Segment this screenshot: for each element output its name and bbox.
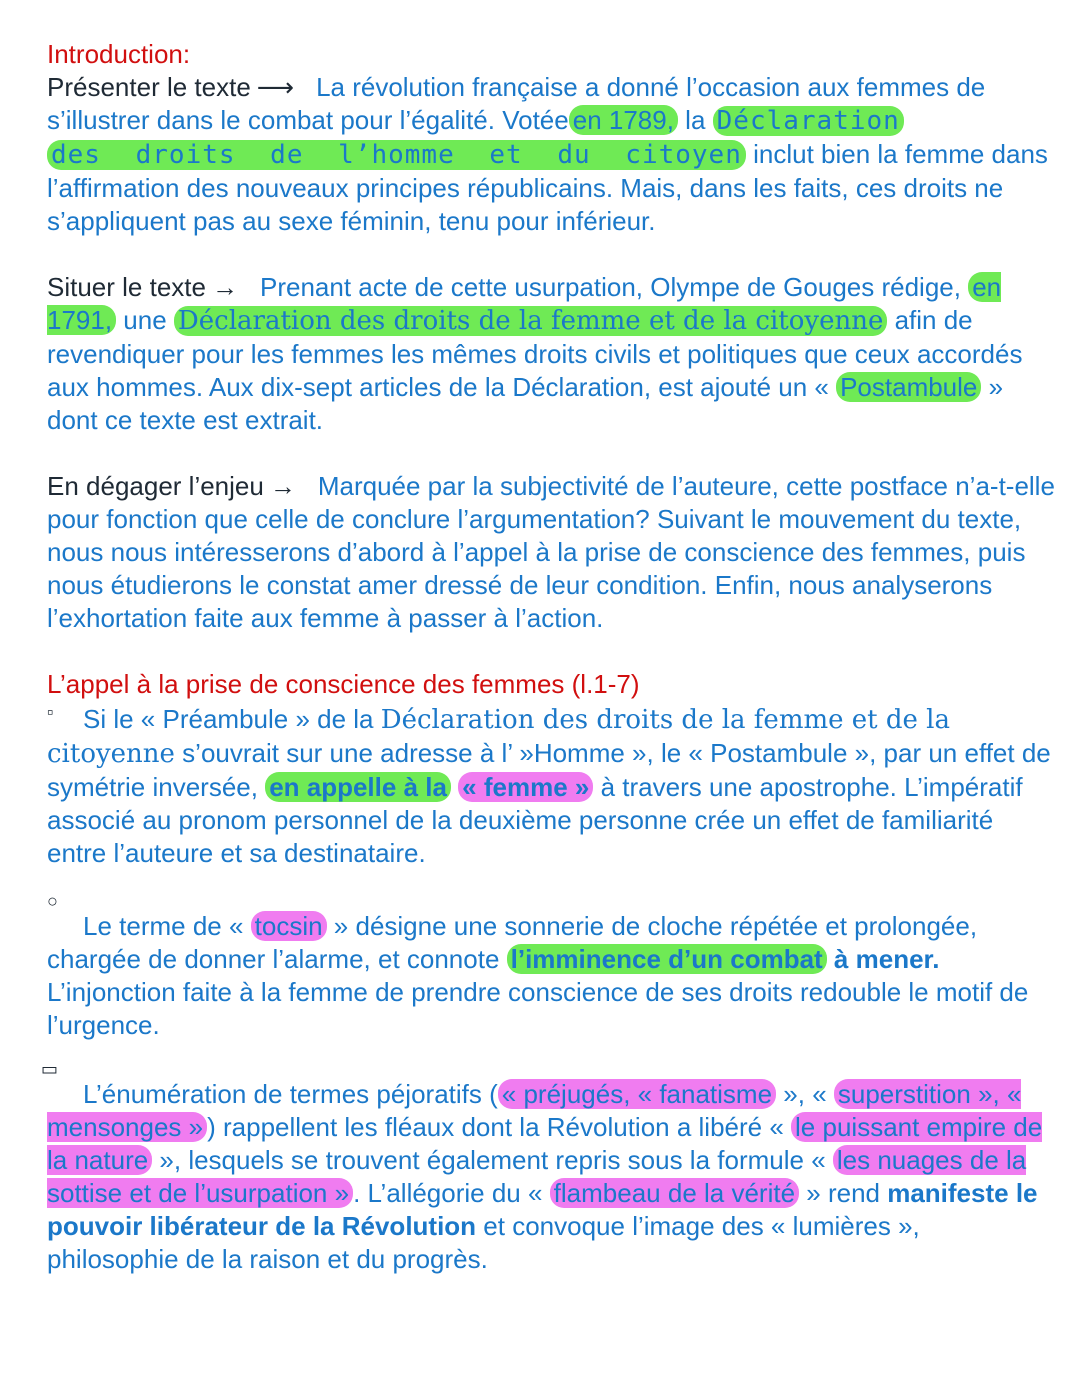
situate-text-1: Prenant acte de cette usurpation, Olympe de Gouges rédige, — [259, 272, 969, 302]
present-label: Présenter le texte — [47, 72, 251, 102]
highlight-flambeau: flambeau de la vérité — [550, 1178, 799, 1208]
para3-text-1: L’énumération de termes péjoratifs ( — [83, 1079, 498, 1109]
situate-text-2: une — [116, 305, 174, 335]
para1-text-2: s’ouvrait sur une adresse à l’ »Homme », le « Postambule », par un effet de symétrie inversée, — [47, 738, 1051, 802]
para1-text-3: à travers une apostrophe. L’impératif associé au pronom personnel de la deuxième personne crée un effet de familiarité entre l’auteure et sa destinataire. — [47, 772, 1023, 868]
present-paragraph — [47, 71, 1057, 238]
para2-bold-text: à mener. — [826, 944, 940, 974]
stake-text: Marquée par la subjectivité de l’auteure, cette postface n’a-t-elle pour fonction que celle de conclure l’argumentation? Suivant le mouvement du texte, nous nous intéresserons d’abord à l’appel à la prise de conscience des femmes, puis nous étudierons le constat amer dressé de leur condition. Enfin, nous analyserons l’exhortation faite aux femme à passer à l’action. — [47, 471, 1055, 633]
para2-text-3: L’injonction faite à la femme de prendre conscience de ses droits redouble le motif de l’urgence. — [47, 977, 1029, 1040]
highlight-declaration-title-b: des droits de l’homme et du citoyen — [47, 140, 746, 170]
stake-paragraph — [47, 470, 1057, 635]
highlight-declaration-femme: Déclaration des droits de la femme et de la citoyenne — [174, 306, 887, 336]
para3-text-2: », « — [776, 1079, 834, 1109]
highlight-superstition: superstition », « mensonges » — [47, 1079, 1022, 1142]
para3-bold-text: manifeste le pouvoir libérateur de la Révolution — [47, 1178, 1038, 1241]
highlight-tocsin: tocsin — [251, 911, 327, 941]
para3-text-7: et convoque l’image des « lumières », philosophie de la raison et du progrès. — [47, 1211, 920, 1274]
highlight-postambule: Postambule — [836, 372, 981, 402]
document-page — [41, 38, 1057, 1276]
para3-text-6: » rend — [799, 1178, 888, 1208]
present-text-3: inclut bien la femme dans l’affirmation des nouveaux principes républicains. Mais, dans les faits, ces droits ne s’appliquent pas au sexe féminin, tenu pour inférieur. — [47, 139, 1048, 236]
stake-label: En dégager l’enjeu — [47, 471, 264, 501]
para1-text-1: Si le « Préambule » de la — [83, 704, 381, 734]
highlight-imminence: l’imminence d’un combat — [507, 944, 827, 974]
rect-bullet-icon: ▭ — [41, 1059, 59, 1079]
arrow-icon: → — [211, 272, 238, 302]
situate-paragraph — [47, 271, 1057, 437]
highlight-nuages: les nuages de la sottise et de l’usurpation » — [47, 1145, 1027, 1208]
highlight-en-appelle: en appelle à la — [265, 772, 451, 802]
highlight-date-1791: en 1791, — [47, 272, 1002, 335]
situate-text-3: afin de revendiquer pour les femmes les mêmes droits civils et politiques que ceux accordés aux hommes. Aux dix-sept articles de la Déclaration, est ajouté un « — [47, 305, 1023, 402]
para2-text-2: » désigne une sonnerie de cloche répétée et prolongée, chargée de donner l’alarme, et connote — [47, 911, 978, 974]
arrow-icon: ⟶ — [256, 72, 295, 102]
part1-paragraph-1 — [47, 703, 1057, 870]
para3-text-5: . L’allégorie du « — [353, 1178, 550, 1208]
introduction-heading: Introduction: — [47, 39, 191, 69]
situate-label: Situer le texte — [47, 272, 206, 302]
para1-serif-title: Déclaration des droits de la femme et de la citoyenne — [47, 705, 950, 769]
circle-bullet-icon: ○ — [47, 891, 58, 911]
part1-paragraph-3 — [47, 1078, 1057, 1276]
present-text-1: La révolution française a donné l’occasion aux femmes de s’illustrer dans le combat pour l’égalité. Votée — [47, 72, 986, 135]
square-bullet-icon: ▫ — [47, 702, 54, 722]
arrow-icon: → — [269, 471, 296, 501]
present-text-2: la — [677, 105, 713, 135]
situate-text-4: » dont ce texte est extrait. — [47, 372, 1004, 435]
para3-text-3: ) rappellent les fléaux dont la Révolution a libéré « — [207, 1112, 792, 1142]
part1-heading: L’appel à la prise de conscience des femmes (l.1-7) — [47, 669, 640, 699]
highlight-prejuges: « préjugés, « fanatisme — [498, 1079, 776, 1109]
para2-text-1: Le terme de « — [83, 911, 251, 941]
highlight-declaration-title-a: Déclaration — [713, 106, 904, 136]
para3-text-4: », lesquels se trouvent également repris sous la formule « — [152, 1145, 833, 1175]
part1-paragraph-2 — [47, 910, 1057, 1042]
highlight-empire-nature: le puissant empire de la nature — [47, 1112, 1043, 1175]
highlight-femme: « femme » — [458, 772, 593, 802]
highlight-date-1789: en 1789, — [569, 105, 678, 135]
